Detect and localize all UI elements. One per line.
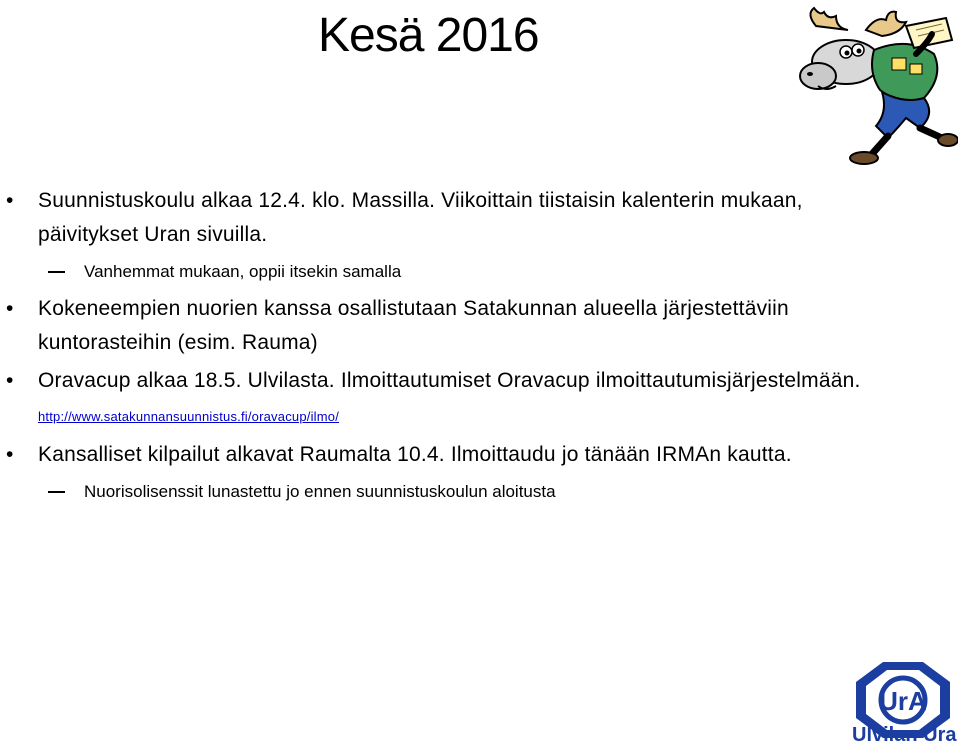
bullet-item-kansalliset (0, 438, 900, 472)
dash-marker (48, 271, 65, 273)
bullet-item-oravacup (0, 364, 900, 434)
page-title: Kesä 2016 (318, 9, 539, 62)
bullet-dot: • (6, 297, 14, 320)
sub-item-vanhemmat (0, 258, 900, 286)
bullet-item-suunnistuskoulu (0, 184, 900, 252)
logo-caption: Ulvilan Ura (852, 724, 957, 746)
moose-mascot-icon (796, 6, 958, 166)
bullet-dot: • (6, 189, 14, 212)
logo-letters: UrA (879, 686, 927, 716)
bullet-dot: • (6, 443, 14, 466)
bullet-list (0, 184, 900, 512)
bullet-dot: • (6, 369, 14, 392)
oravacup-ilmo-link[interactable]: http://www.satakunnansuunnistus.fi/oravacup/ilmo/ (38, 409, 340, 424)
sub-item-nuorisolisenssit (0, 478, 900, 506)
bullet-item-kokeneempien (0, 292, 900, 360)
sub-item-text: Vanhemmat mukaan, oppii itsekin samalla (84, 262, 402, 281)
sub-item-text: Nuorisolisenssit lunastettu jo ennen suunnistuskoulun aloitusta (84, 482, 556, 501)
bullet-text: Kokeneempien nuorien kanssa osallistutaan Satakunnan alueella järjestettäviin kuntorasteihin (esim. Rauma) (38, 297, 789, 354)
dash-marker (48, 491, 65, 493)
bullet-text: Oravacup alkaa 18.5. Ulvilasta. Ilmoittautumiset Oravacup ilmoittautumisjärjestelmään. (38, 369, 861, 392)
bullet-text: Suunnistuskoulu alkaa 12.4. klo. Massilla. Viikoittain tiistaisin kalenterin mukaan, päivitykset Uran sivuilla. (38, 189, 803, 246)
bullet-text: Kansalliset kilpailut alkavat Raumalta 10.4. Ilmoittaudu jo tänään IRMAn kautta. (38, 443, 792, 466)
